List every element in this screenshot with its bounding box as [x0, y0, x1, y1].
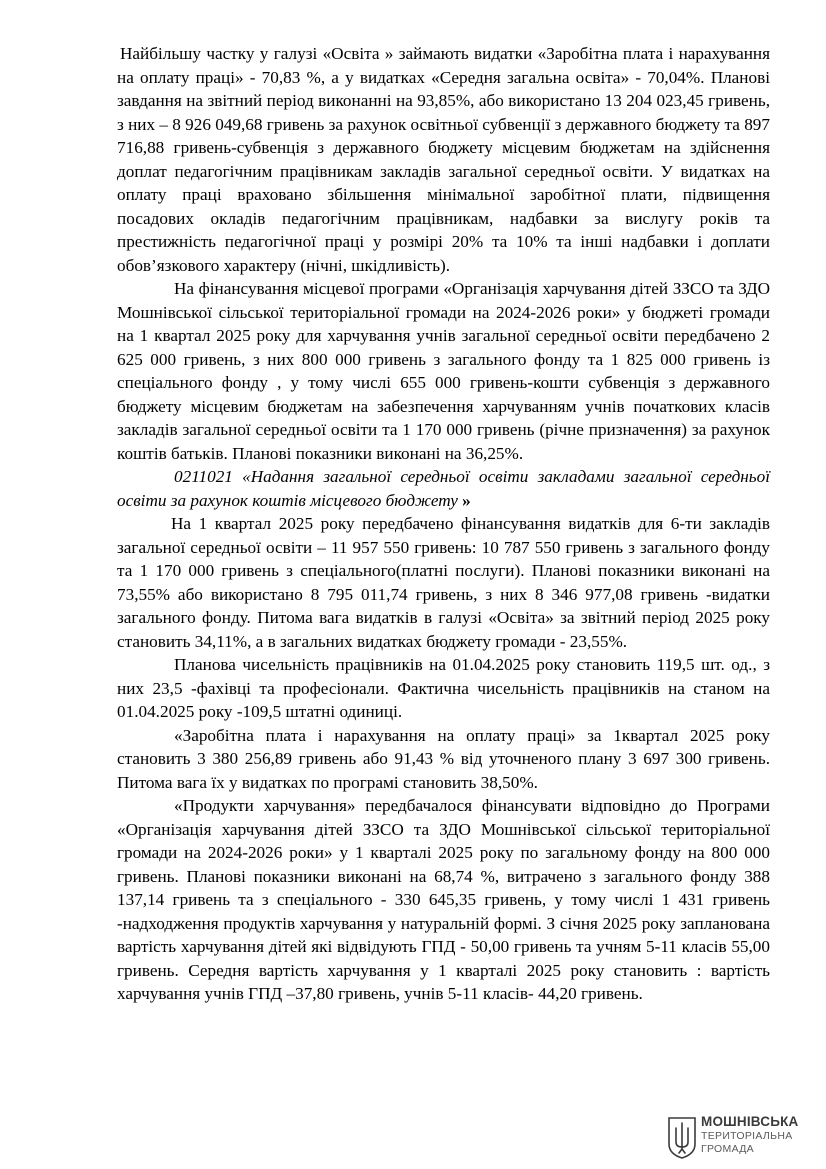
- paragraph-food-products: «Продукти харчування» передбачалося фінансувати відповідно до Програми «Організація харчування дітей ЗЗСО та ЗДО Мошнівської сільської територіальної громади на 2024-2026 роки» у 1 кварталі 2025 року по загальному фонду на 800 000 гривень. Планові показники виконані на 68,74 %, витрачено з загального фонду 388 137,14 гривень та з спеціального - 330 645,35 гривень, у тому числі 1 431 гривень -надходження продуктів харчування у натуральній формі. З січня 2025 року запланована вартість харчування дітей які відвідують ГПД - 50,00 гривень та учням 5-11 класів 55,00 гривень. Середня вартість харчування у 1 кварталі 2025 року становить : вартість харчування учнів ГПД –37,80 гривень, учнів 5-11 класів- 44,20 гривень.: [117, 796, 770, 1003]
- logo-line-3: ГРОМАДА: [701, 1143, 754, 1155]
- community-logo: [667, 1114, 817, 1162]
- logo-line-2: ТЕРИТОРІАЛЬНА: [701, 1130, 793, 1142]
- program-heading-closing-quote: »: [457, 490, 471, 510]
- logo-text: [701, 1114, 799, 1156]
- program-heading: [117, 465, 770, 512]
- paragraph-q1-funding: На 1 квартал 2025 року передбачено фінансування видатків для 6-ти закладів загальної середньої освіти – 11 957 550 гривень: 10 787 550 гривень з загального фонду та 1 170 000 гривень з спеціального(платні послуги). Планові показники виконані на 73,55% або використано 8 795 011,74 гривень, з них 8 346 977,08 гривень -видатки загального фонду. Питома вага видатків в галузі «Освіта» за звітний період 2025 року становить 34,11%, а в загальних видатках бюджету громади - 23,55%.: [117, 514, 770, 651]
- logo-line-1: МОШНІВСЬКА: [701, 1114, 799, 1129]
- program-heading-text: 0211021 «Надання загальної середньої освіти закладами загальної середньої освіти за рахунок коштів місцевого бюджету: [117, 467, 770, 510]
- paragraph-salary: «Заробітна плата і нарахування на оплату праці» за 1квартал 2025 року становить 3 380 256,89 гривень або 91,43 % від уточненого плану 3 697 300 гривень. Питома вага їх у видатках по програмі становить 38,50%.: [117, 725, 770, 792]
- paragraph-nutrition-program: На фінансування місцевої програми «Організація харчування дітей ЗЗСО та ЗДО Мошнівської сільської територіальної громади на 2024-2026 роки» у бюджеті громади на 1 квартал 2025 року для харчування учнів загальної середньої освіти передбачено 2 625 000 гривень, з них 800 000 гривень з загального фонду та 1 825 000 гривень із спеціального фонду , у тому числі 655 000 гривень-кошти субвенція з державного бюджету місцевим бюджетам на забезпечення харчуванням учнів початкових класів закладів загальної середньої освіти та 1 170 000 гривень (річне призначення) за рахунок коштів батьків. Планові показники виконані на 36,25%.: [117, 279, 770, 463]
- paragraph-education-share: Найбільшу частку у галузі «Освіта » займають видатки «Заробітна плата і нарахування на оплату праці» - 70,83 %, а у видатках «Середня загальна освіта» - 70,04%. Планові завдання на звітний період виконанні на 93,85%, або використано 13 204 023,45 гривень, з них – 8 926 049,68 гривень за рахунок освітньої субвенції з державного бюджету та 897 716,88 гривень-субвенція з державного бюджету місцевим бюджетам на здійснення доплат педагогічним працівникам закладів загальної середньої освіти. У видатках на оплату праці враховано збільшення мінімальної заробітної плати, підвищення посадових окладів педагогічним працівникам, надбавки за вислугу років та престижність педагогічної праці у розмірі 20% та 10% та інші надбавки і доплати обов’язкового характеру (нічні, шкідливість).: [117, 44, 770, 275]
- document-body: [117, 42, 770, 1006]
- paragraph-staff-count: Планова чисельність працівників на 01.04.2025 року становить 119,5 шт. од., з них 23,5 -фахівці та професіонали. Фактична чисельність працівників на станом на 01.04.2025 року -109,5 штатні одиниці.: [117, 655, 770, 721]
- trident-coat-of-arms-icon: [667, 1116, 697, 1160]
